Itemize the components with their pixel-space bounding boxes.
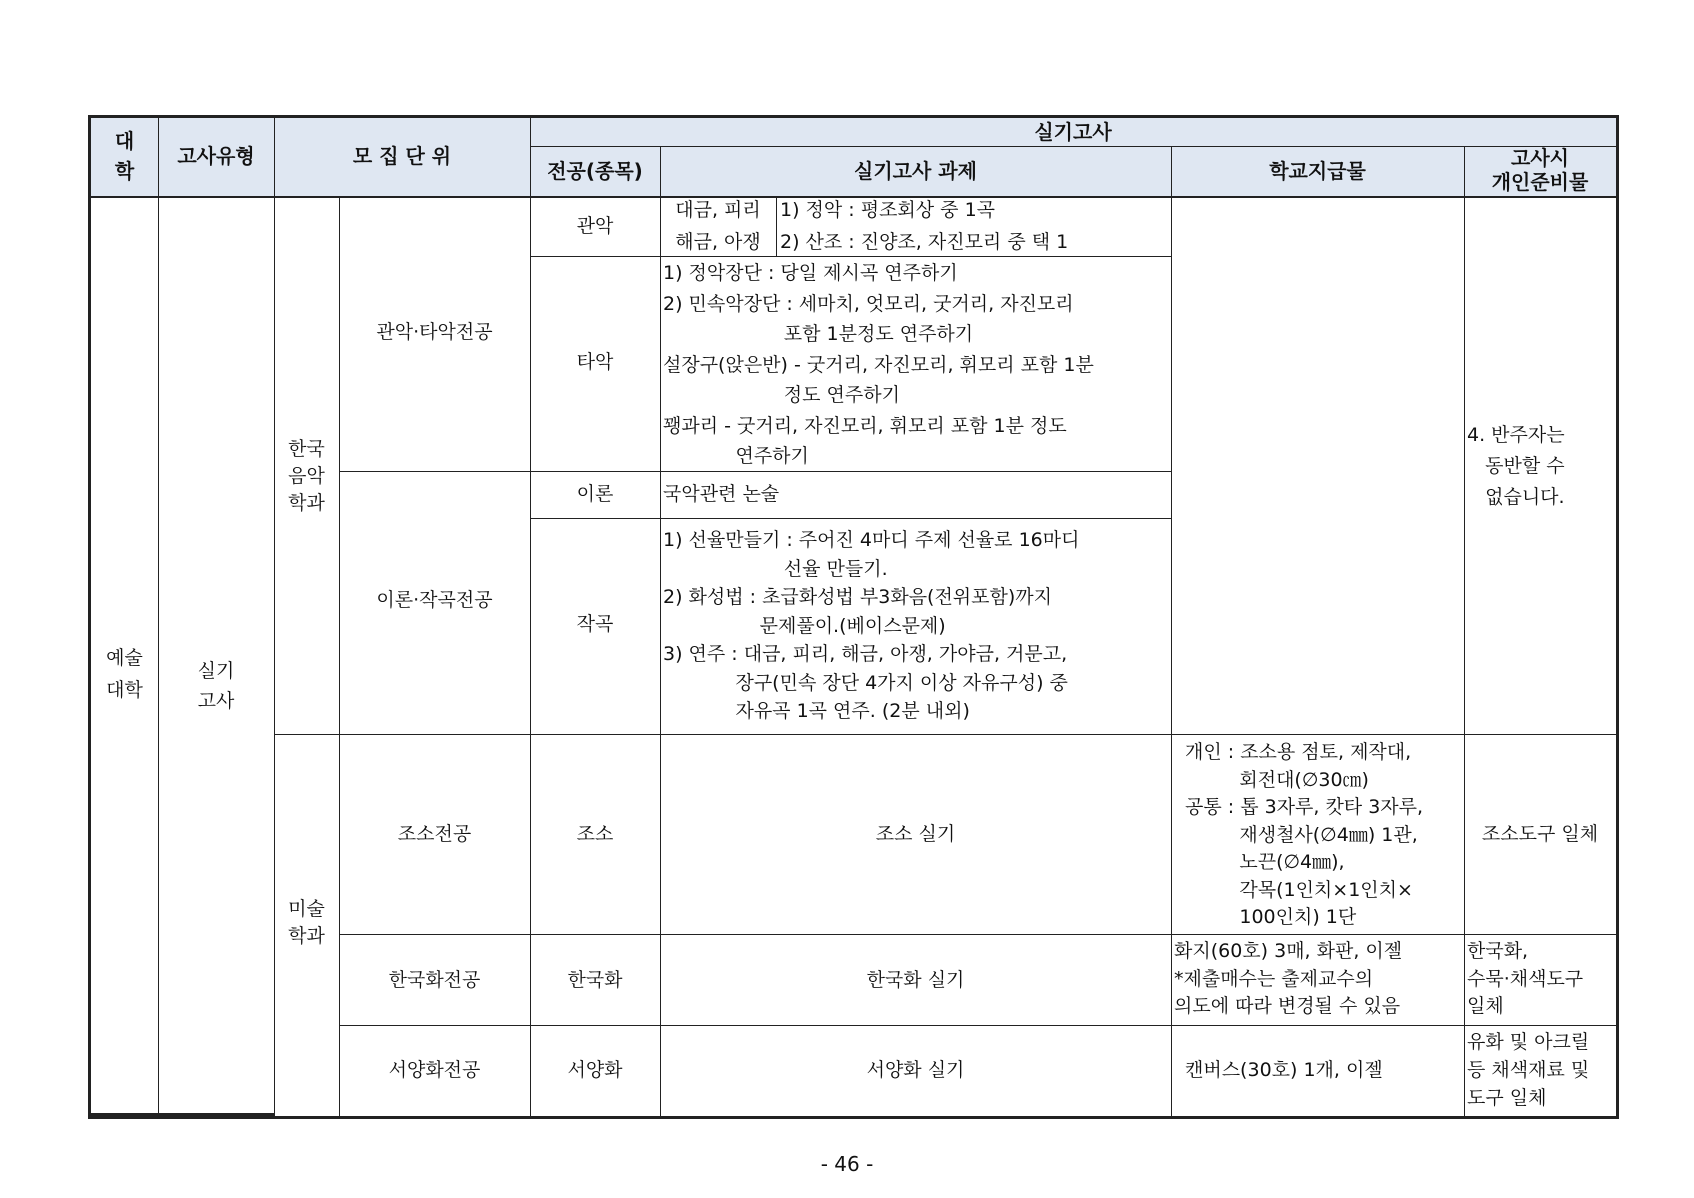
sculpture-major: 조소전공: [397, 823, 472, 845]
col-line-1: [158, 116, 159, 1118]
kpaint-major: 한국화전공: [388, 969, 481, 991]
table-border-left: [88, 115, 91, 1119]
wpaint-major: 서양화전공: [388, 1059, 481, 1081]
kpaint-school-supply: 화지(60호) 3매, 화판, 이젤 *제출매수는 출제교수의 의도에 따라 변경될 수 있음: [1174, 940, 1403, 1017]
header-major: 전공(종목): [547, 159, 643, 183]
header-task: 실기고사 과제: [854, 159, 977, 183]
header-exam-type: 고사유형: [177, 144, 255, 168]
sculpture-label: 조소: [576, 823, 614, 845]
gwanak-taak-major: 관악·타악전공: [376, 321, 493, 343]
col-line-2: [274, 116, 275, 1118]
gwanak-label: 관악: [576, 215, 614, 237]
table-border-right: [1616, 115, 1619, 1119]
row-line-kpaint: [339, 1025, 1618, 1026]
taak-label: 타악: [576, 351, 614, 373]
sculpture-school-supply: 개인 : 조소용 점토, 제작대, 회전대(∅30㎝) 공통 : 톱 3자루, 캇타 3자루, 재생철사(∅4㎜) 1관, 노끈(∅4㎜), 각목(1인치×1인치× 100인치) 1단: [1185, 741, 1424, 928]
gwanak-instrument-1: 대금, 피리: [675, 199, 761, 221]
compose-task: 1) 선율만들기 : 주어진 4마디 주제 선율로 16마디 선율 만들기. 2) 화성법 : 초급화성법 부3화음(전위포함)까지 문제풀이.(베이스문제) 3) 연주 : 대금, 피리, 해금, 아쟁, 가야금, 거문고, 장구(민속 장단 4가지 이상 자유구성) 중 자유곡 1곡 연주. (2분 내외): [663, 529, 1080, 722]
table-border-bottom: [88, 1116, 1619, 1119]
header-practical: 실기고사: [1034, 120, 1112, 144]
sculpture-task: 조소 실기: [875, 823, 956, 845]
page-number: - 46 -: [820, 1152, 874, 1176]
dept-fine-art: 미술 학과: [288, 898, 325, 947]
header-personal-prep: 고사시 개인준비물: [1491, 146, 1589, 194]
wpaint-label: 서양화: [567, 1059, 623, 1081]
header-univ: 대 학: [114, 129, 135, 183]
practical-split-line: [530, 146, 1618, 147]
compose-label: 작곡: [576, 613, 614, 635]
wpaint-personal-prep: 유화 및 아크릴 등 채색재료 및 도구 일체: [1467, 1031, 1590, 1109]
gwanak-task-2: 2) 산조 : 진양조, 자진모리 중 택 1: [780, 231, 1069, 253]
exam-type-value: 실기 고사: [197, 660, 235, 712]
row-line-sculpture: [339, 934, 1618, 935]
theory-label: 이론: [576, 483, 614, 505]
kpaint-task: 한국화 실기: [866, 969, 965, 991]
college-name: 예술 대학: [106, 647, 143, 701]
wpaint-school-supply: 캔버스(30호) 1개, 이젤: [1185, 1059, 1383, 1081]
gwanak-instrument-2: 해금, 아쟁: [675, 231, 761, 253]
col-line-7: [1464, 146, 1465, 1118]
header-school-supply: 학교지급물: [1269, 159, 1366, 183]
kpaint-label: 한국화: [567, 969, 623, 991]
col-line-6: [1171, 146, 1172, 1118]
gwanak-task-1: 1) 정악 : 평조회상 중 1곡: [780, 199, 996, 221]
sculpture-personal-prep: 조소도구 일체: [1481, 823, 1599, 845]
header-unit: 모 집 단 위: [352, 144, 452, 168]
theory-task: 국악관련 논술: [663, 483, 780, 505]
row-line-korean-end: [274, 734, 1618, 735]
row-line-theory: [530, 518, 1171, 519]
theory-compose-major: 이론·작곡전공: [376, 589, 493, 611]
left-bottom-thick: [88, 1113, 274, 1116]
gwanak-inner-line: [776, 198, 777, 256]
korean-music-personal-prep: 4. 반주자는 동반할 수 없습니다.: [1467, 424, 1565, 508]
wpaint-task: 서양화 실기: [866, 1059, 965, 1081]
row-line-gwanak: [530, 256, 1171, 257]
dept-korean-music: 한국 음악 학과: [288, 438, 325, 514]
kpaint-personal-prep: 한국화, 수묵·채색도구 일체: [1467, 940, 1584, 1017]
taak-task: 1) 정악장단 : 당일 제시곡 연주하기 2) 민속악장단 : 세마치, 엇모리, 굿거리, 자진모리 포함 1분정도 연주하기 설장구(앉은반) - 굿거리, 자진모리, 휘모리 포함 1분 정도 연주하기 꽹과리 - 굿거리, 자진모리, 휘모리 포함 1분 정도 연주하기: [663, 262, 1094, 467]
